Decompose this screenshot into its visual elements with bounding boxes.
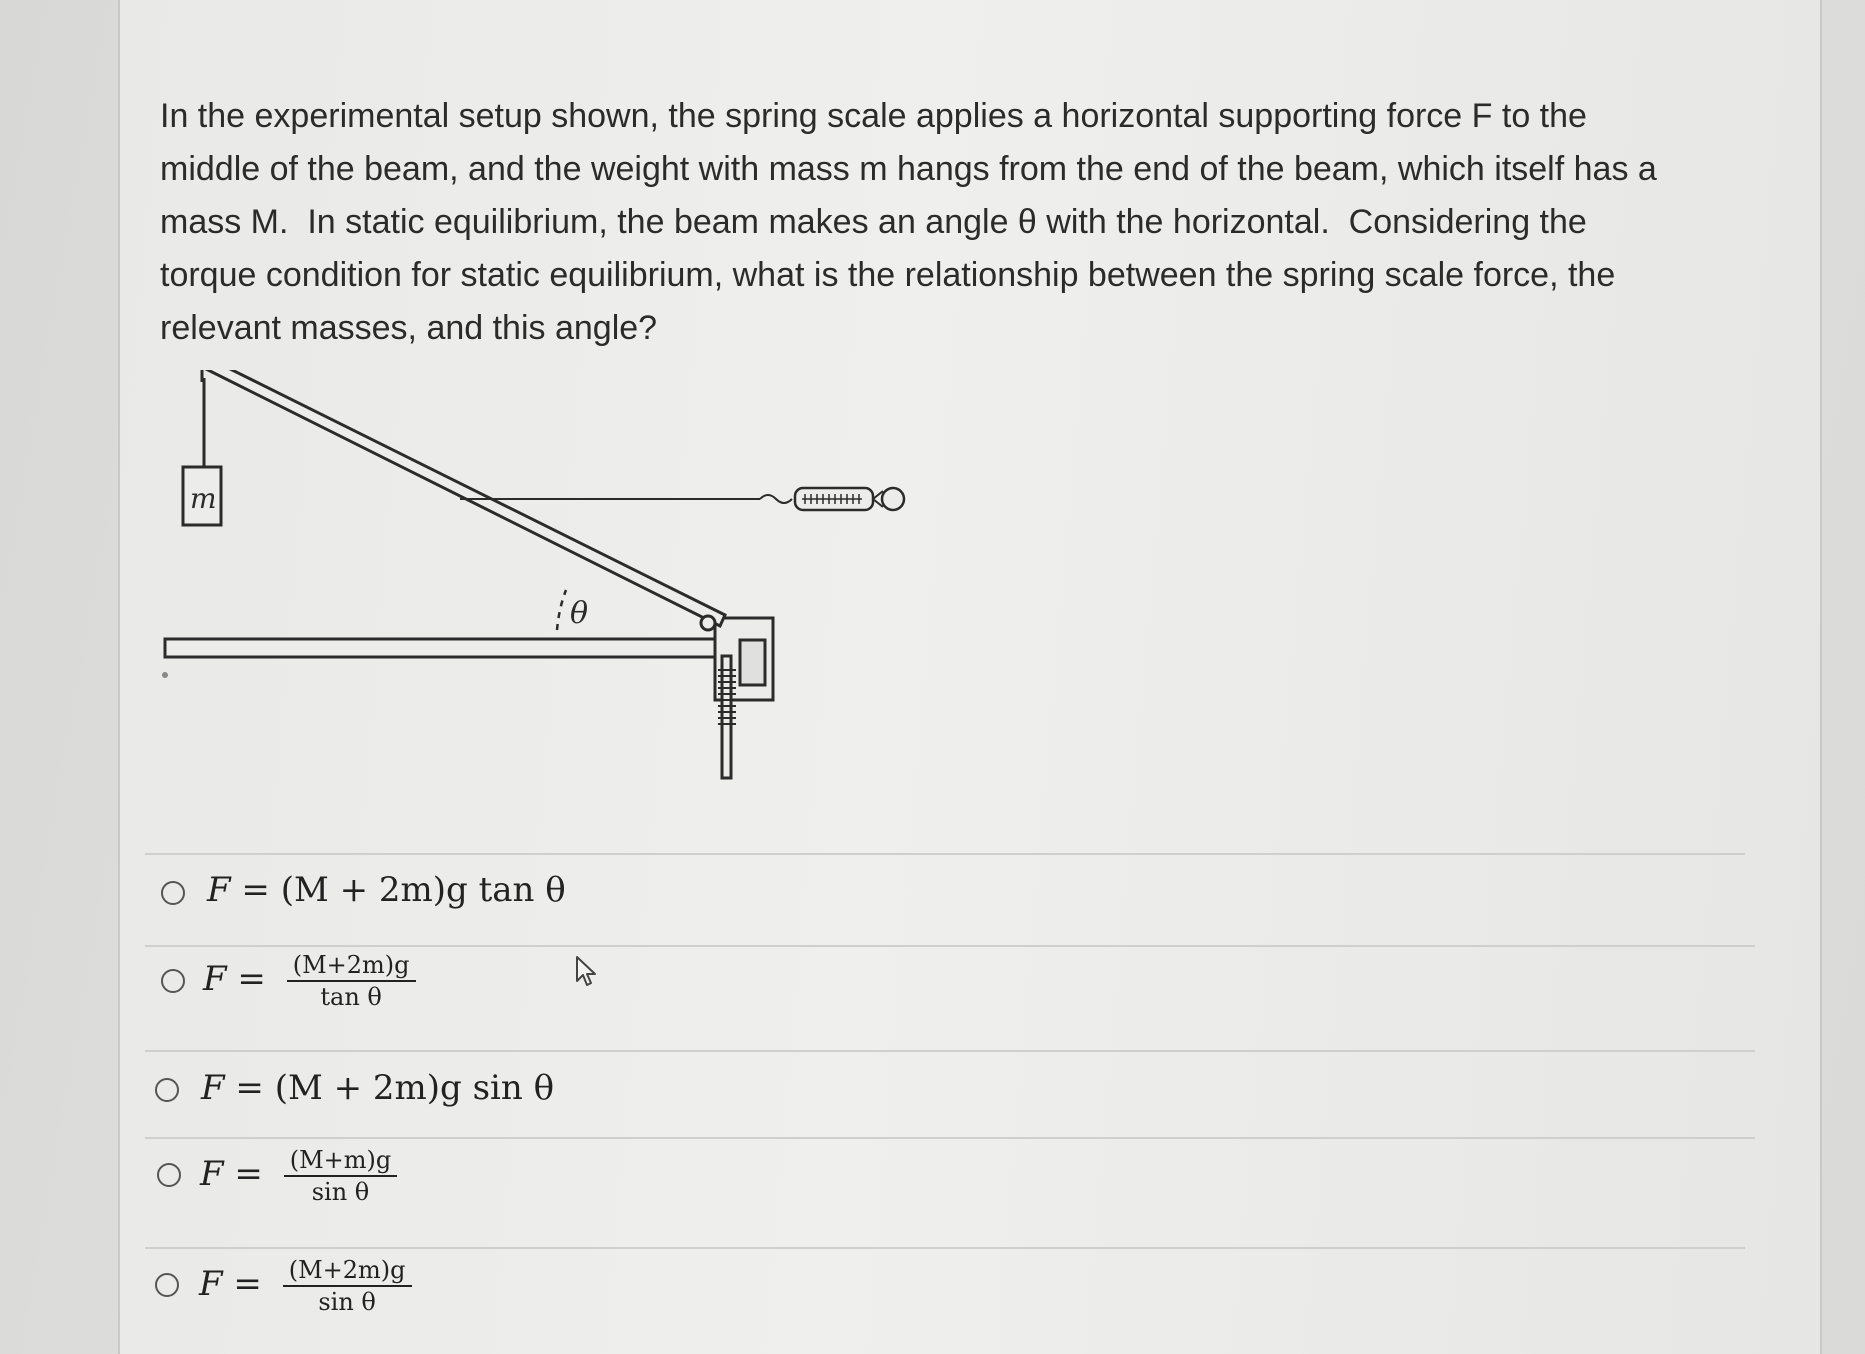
fraction-denominator: sin θ [318,1288,376,1316]
scale-hook [760,495,792,503]
option-expression: (M + 2m)g tan θ [280,870,566,910]
table-bar [165,639,745,657]
radio-button[interactable] [155,1273,179,1297]
fraction-denominator: sin θ [311,1178,370,1206]
fraction [284,1145,398,1207]
fraction-numerator: (M+2m)g [287,950,416,982]
angle-arc [557,590,566,630]
answer-option-5[interactable] [155,1255,955,1345]
question-text: In the experimental setup shown, the spring scale applies a horizontal supporting force F to the middle of the beam, and the weight with mass m hangs from the end of the beam, which itself has a mass M. In static equilibrium, the beam makes an angle θ with the horizontal. Considering the torque condition for static equilibrium, what is the relationship between the spring scale force, the relevant masses, and this angle? [160,97,1657,347]
option-lhs: F = [201,1068,275,1108]
fraction-denominator: tan θ [320,983,382,1011]
answer-option-4[interactable] [155,1145,955,1235]
scale-ring [882,488,904,510]
radio-button[interactable] [155,1078,179,1102]
fraction [283,1255,412,1317]
radio-button[interactable] [161,881,185,905]
answer-option-2[interactable] [155,950,955,1040]
fraction-numerator: (M+2m)g [283,1255,412,1287]
mouse-pointer-icon [575,955,599,989]
fraction [287,950,416,1012]
radio-button[interactable] [157,1163,181,1187]
angle-label: θ [570,596,589,631]
answer-option-3[interactable] [155,1058,955,1148]
pivot [701,616,715,630]
option-lhs: F = [207,870,281,910]
separator [145,1050,1755,1052]
radio-button[interactable] [161,969,185,993]
option-expression: (M + 2m)g sin θ [274,1068,555,1108]
option-lhs: F = [199,1264,273,1304]
option-lhs: F = [200,1154,274,1194]
fraction-numerator: (M+m)g [284,1145,398,1177]
separator [145,853,1745,855]
option-lhs: F = [203,959,277,999]
separator [145,1247,1745,1249]
answer-option-1[interactable] [155,860,955,950]
mass-label: m [190,482,217,515]
clamp-inner [740,640,765,685]
experiment-diagram [150,370,930,780]
